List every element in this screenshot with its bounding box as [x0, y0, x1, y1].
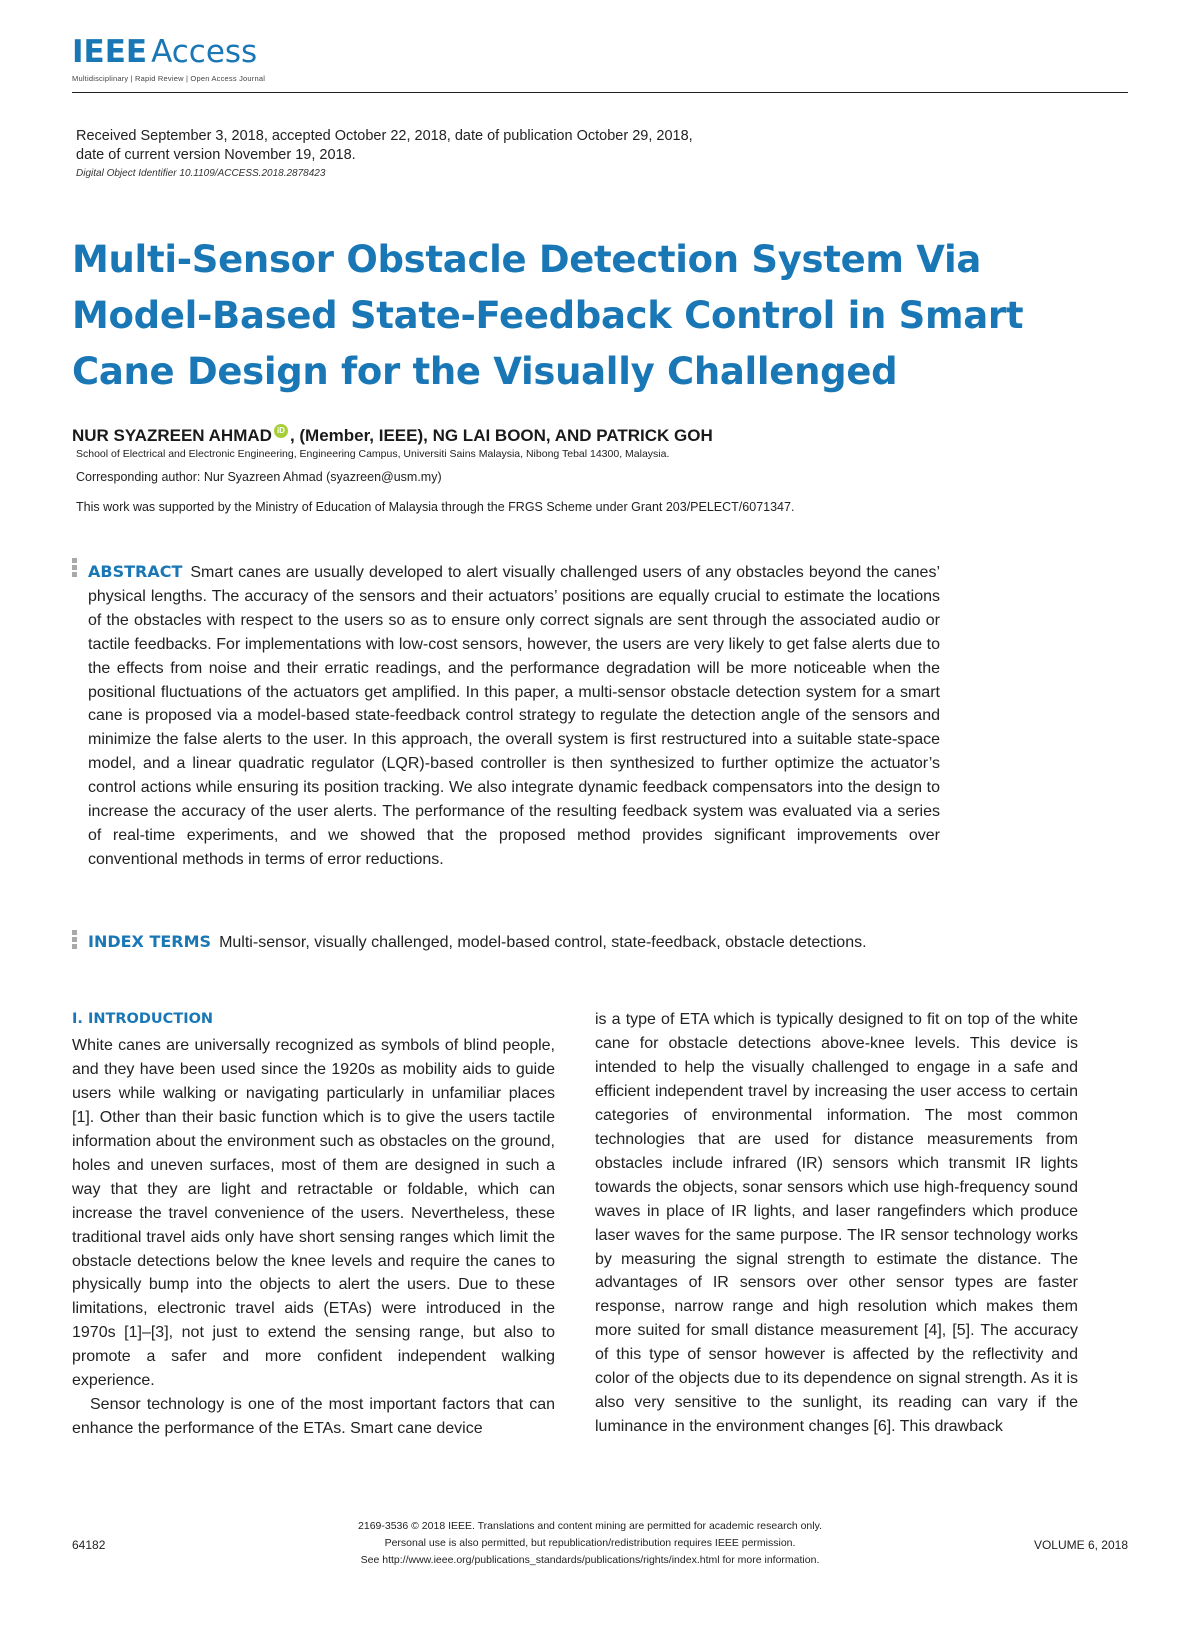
title-line2: Model-Based State-Feedback Control in Smart: [72, 294, 1024, 337]
intro-paragraph-2: Sensor technology is one of the most important factors that can enhance the performance of the ETAs. Smart cane device: [72, 1396, 555, 1438]
ieee-access-logo: [72, 34, 1128, 70]
abstract-section: [88, 560, 940, 872]
paper-title: [72, 232, 1052, 400]
intro-paragraph-2-continued: is a type of ETA which is typically designed to fit on top of the white cane for obstacle detections above-knee levels. This device is intended to help the visually challenged to engage in a safe and efficient independent travel by increasing the user access to certain categories of environmental information. The most common technologies that are used for distance measurements from obstacles include infrared (IR) sensors which transmit IR lights towards the objects, sonar sensors which use high-frequency sound waves in place of IR lights, and laser rangefinders which produce laser waves for the same purpose. The IR sensor technology works by measuring the signal strength to estimate the distance. The advantages of IR sensors over other sensor types are faster response, narrow range and high resolution which makes them more suited for small distance measurement [4], [5]. The accuracy of this type of sensor however is affected by the reflectivity and color of the objects due to its dependence on signal strength. As it is also very sensitive to the sunlight, its reading can vary if the luminance in the environment changes [6]. This drawback: [595, 1011, 1078, 1436]
logo-ieee-text: IEEE: [72, 34, 148, 70]
abstract-label: ABSTRACT: [88, 562, 183, 581]
author-list: [72, 426, 713, 446]
page-number: 64182: [72, 1538, 106, 1552]
index-terms-section: [88, 932, 948, 952]
copyright-line1: 2169-3536 © 2018 IEEE. Translations and content mining are permitted for academic research only.: [358, 1520, 822, 1532]
header-divider: [72, 92, 1128, 93]
index-terms-text: Multi-sensor, visually challenged, model-based control, state-feedback, obstacle detections.: [219, 934, 867, 951]
index-terms-marker-icon: [72, 930, 77, 951]
intro-paragraph-1: White canes are universally recognized as symbols of blind people, and they have been used since the 1920s as mobility aids to guide users while walking or navigating particularly in unfamiliar places [1]. Other than their basic function which is to give the users tactile information about the environment such as obstacles on the ground, holes and uneven surfaces, most of them are designed in such a way that they are light and retractable or foldable, which can increase the travel convenience of the users. Nevertheless, these traditional travel aids only have short sensing ranges which limit the obstacle detections below the knee levels and require the canes to physically bump into the objects to alert the users. Due to these limitations, electronic travel aids (ETAs) were introduced in the 1970s [1]–[3], not just to extend the sensing range, but also to promote a safer and more confident independent walking experience.: [72, 1036, 555, 1390]
title-line3: Cane Design for the Visually Challenged: [72, 350, 898, 393]
logo-access-text: Access: [151, 34, 258, 70]
publication-dates-line2: date of current version November 19, 2018.: [76, 146, 356, 163]
journal-tagline: Multidisciplinary | Rapid Review | Open Access Journal: [72, 74, 266, 83]
copyright-line3: See http://www.ieee.org/publications_standards/publications/rights/index.html for more information.: [360, 1554, 820, 1566]
first-author: NUR SYAZREEN AHMAD: [72, 426, 272, 445]
funding-statement: This work was supported by the Ministry of Education of Malaysia through the FRGS Scheme under Grant 203/PELECT/6071347.: [76, 500, 795, 514]
body-column-left: [72, 1008, 555, 1441]
copyright-line2: Personal use is also permitted, but republication/redistribution requires IEEE permission.: [384, 1537, 796, 1549]
copyright-notice: [250, 1518, 930, 1569]
orcid-icon[interactable]: iD: [274, 424, 288, 438]
corresponding-author: Corresponding author: Nur Syazreen Ahmad (syazreen@usm.my): [76, 470, 442, 484]
abstract-text: Smart canes are usually developed to alert visually challenged users of any obstacles beyond the canes’ physical lengths. The accuracy of the sensors and their actuators’ positions are equally crucial to estimate the locations of the obstacles with respect to the users so as to ensure only correct signals are sent through the associated audio or tactile feedbacks. For implementations with low-cost sensors, however, the users are very likely to get false alerts due to the effects from noise and their erratic readings, and the performance degradation will be more noticeable when the positional fluctuations of the actuators get amplified. In this paper, a multi-sensor obstacle detection system for a smart cane is proposed via a model-based state-feedback control strategy to regulate the detection angle of the sensors and minimize the false alerts to the user. In this approach, the overall system is first restructured into a suitable state-space model, and a linear quadratic regulator (LQR)-based controller is then synthesized to further optimize the actuator’s control actions while ensuring its position tracking. We also integrate dynamic feedback compensators into the design to increase the accuracy of the user alerts. The performance of the resulting feedback system was evaluated via a series of real-time experiments, and we showed that the proposed method provides significant improvements over conventional methods in terms of error reductions.: [88, 564, 940, 868]
publication-dates-line1: Received September 3, 2018, accepted October 22, 2018, date of publication October 29, 2018,: [76, 128, 693, 144]
publication-dates: [76, 127, 693, 164]
body-column-right: [595, 1008, 1078, 1439]
doi-identifier: Digital Object Identifier 10.1109/ACCESS.2018.2878423: [76, 168, 326, 179]
author-affiliation: School of Electrical and Electronic Engineering, Engineering Campus, Universiti Sains Malaysia, Nibong Tebal 14300, Malaysia.: [76, 448, 670, 460]
journal-header: [72, 34, 1128, 96]
title-line1: Multi-Sensor Obstacle Detection System Via: [72, 238, 982, 281]
other-authors: , (Member, IEEE), NG LAI BOON, AND PATRICK GOH: [289, 426, 713, 445]
abstract-marker-icon: [72, 558, 77, 579]
index-terms-label: INDEX TERMS: [88, 932, 212, 951]
section-heading-introduction: I. INTRODUCTION: [72, 1011, 214, 1027]
volume-label: VOLUME 6, 2018: [1033, 1538, 1128, 1552]
